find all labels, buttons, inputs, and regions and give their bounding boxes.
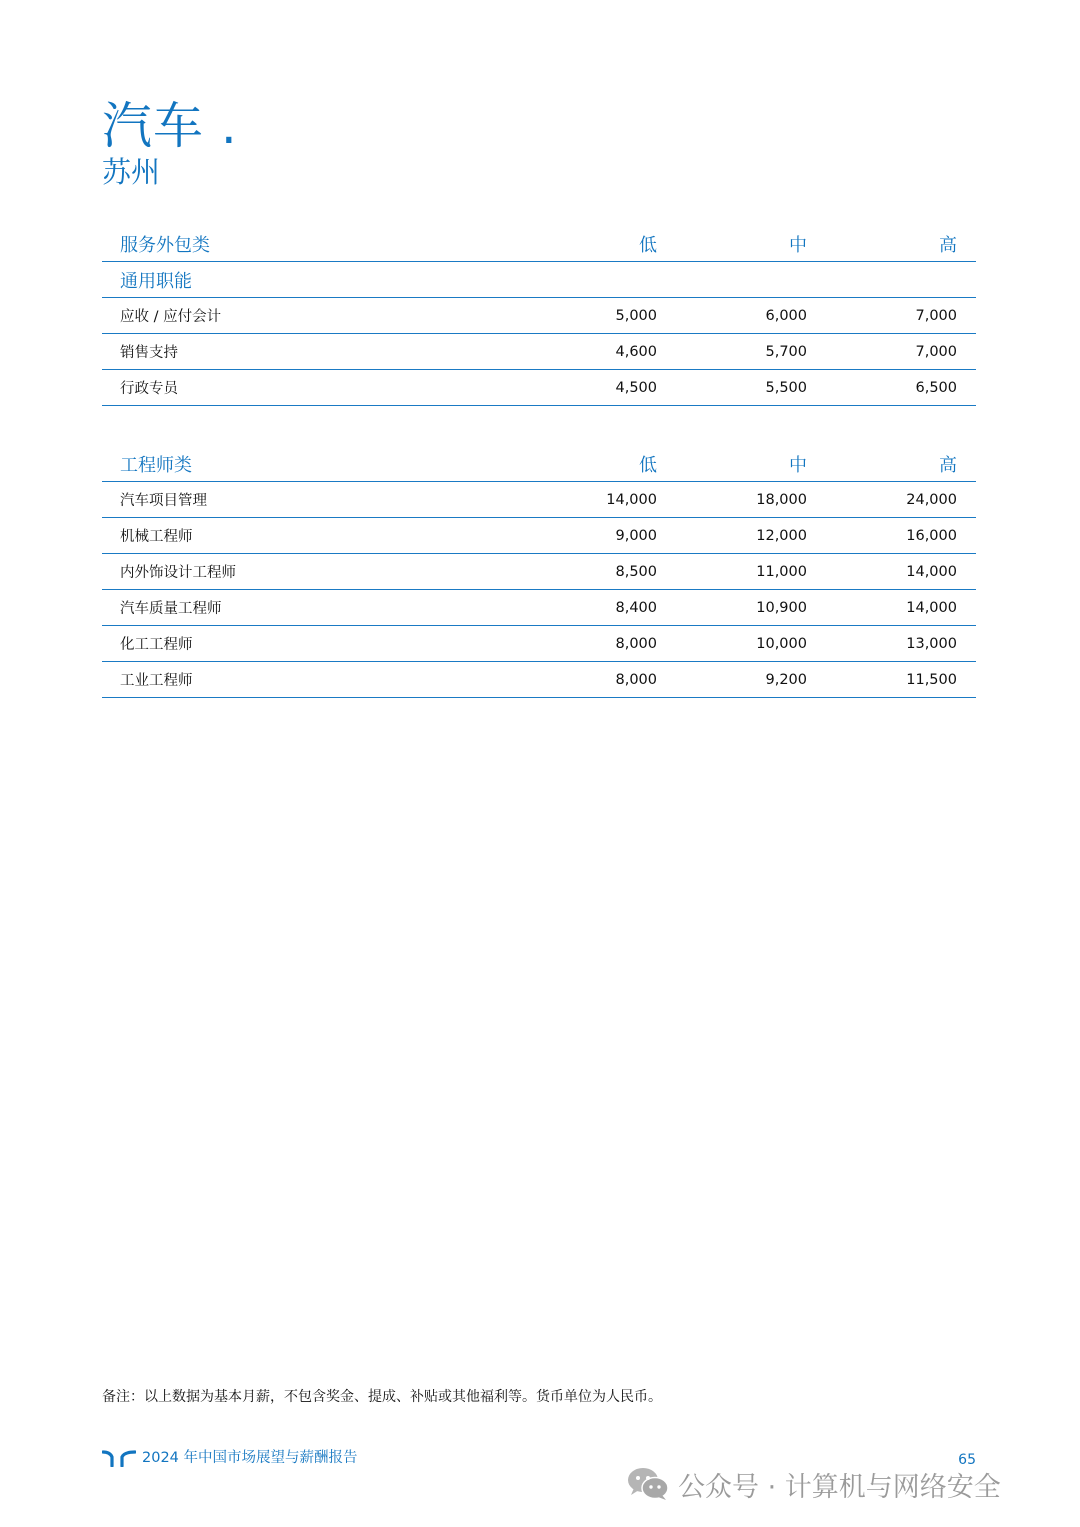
wechat-icon (626, 1466, 670, 1502)
high-cell: 6,500 (826, 370, 976, 406)
role-cell: 内外饰设计工程师 (102, 554, 522, 590)
role-cell: 汽车项目管理 (102, 482, 522, 518)
low-cell: 4,600 (522, 334, 676, 370)
low-cell: 8,400 (522, 590, 676, 626)
page-title: 汽车 . (102, 97, 238, 155)
mid-cell: 5,500 (676, 370, 826, 406)
high-cell: 16,000 (826, 518, 976, 554)
salary-table-engineering (102, 446, 976, 698)
watermark (626, 1464, 1001, 1504)
mid-cell: 12,000 (676, 518, 826, 554)
role-cell: 工业工程师 (102, 662, 522, 698)
role-cell: 行政专员 (102, 370, 522, 406)
table-row (102, 518, 976, 554)
mid-cell: 11,000 (676, 554, 826, 590)
table-row (102, 370, 976, 406)
high-cell: 7,000 (826, 334, 976, 370)
table-header-row (102, 446, 976, 482)
section-row (102, 262, 976, 298)
footer-report-title: 2024 年中国市场展望与薪酬报告 (142, 1450, 358, 1466)
role-cell: 机械工程师 (102, 518, 522, 554)
column-header-high: 高 (826, 446, 976, 482)
table-row (102, 334, 976, 370)
page-subtitle: 苏州 (102, 155, 161, 189)
role-cell: 应收 / 应付会计 (102, 298, 522, 334)
high-cell: 24,000 (826, 482, 976, 518)
mid-cell: 6,000 (676, 298, 826, 334)
high-cell: 13,000 (826, 626, 976, 662)
low-cell: 9,000 (522, 518, 676, 554)
role-cell: 汽车质量工程师 (102, 590, 522, 626)
watermark-text: 公众号 · 计算机与网络安全 (678, 1471, 1001, 1503)
high-cell: 11,500 (826, 662, 976, 698)
section-label: 通用职能 (102, 262, 522, 298)
mid-cell: 10,900 (676, 590, 826, 626)
high-cell: 7,000 (826, 298, 976, 334)
mid-cell: 5,700 (676, 334, 826, 370)
column-header-category: 工程师类 (102, 446, 522, 482)
low-cell: 5,000 (522, 298, 676, 334)
mid-cell: 18,000 (676, 482, 826, 518)
brand-logo-icon (102, 1449, 136, 1467)
column-header-high: 高 (826, 226, 976, 262)
table-row (102, 298, 976, 334)
table-row (102, 482, 976, 518)
high-cell: 14,000 (826, 554, 976, 590)
column-header-low: 低 (522, 446, 676, 482)
low-cell: 14,000 (522, 482, 676, 518)
table-row (102, 662, 976, 698)
mid-cell: 9,200 (676, 662, 826, 698)
table-row (102, 626, 976, 662)
table-header-row (102, 226, 976, 262)
column-header-mid: 中 (676, 446, 826, 482)
low-cell: 4,500 (522, 370, 676, 406)
role-cell: 化工工程师 (102, 626, 522, 662)
low-cell: 8,000 (522, 626, 676, 662)
column-header-low: 低 (522, 226, 676, 262)
low-cell: 8,000 (522, 662, 676, 698)
low-cell: 8,500 (522, 554, 676, 590)
mid-cell: 10,000 (676, 626, 826, 662)
page-number: 65 (958, 1452, 976, 1468)
column-header-category: 服务外包类 (102, 226, 522, 262)
role-cell: 销售支持 (102, 334, 522, 370)
salary-table-outsourcing (102, 226, 976, 406)
high-cell: 14,000 (826, 590, 976, 626)
footnote: 备注：以上数据为基本月薪，不包含奖金、提成、补贴或其他福利等。货币单位为人民币。 (102, 1389, 662, 1405)
table-row (102, 590, 976, 626)
column-header-mid: 中 (676, 226, 826, 262)
table-row (102, 554, 976, 590)
